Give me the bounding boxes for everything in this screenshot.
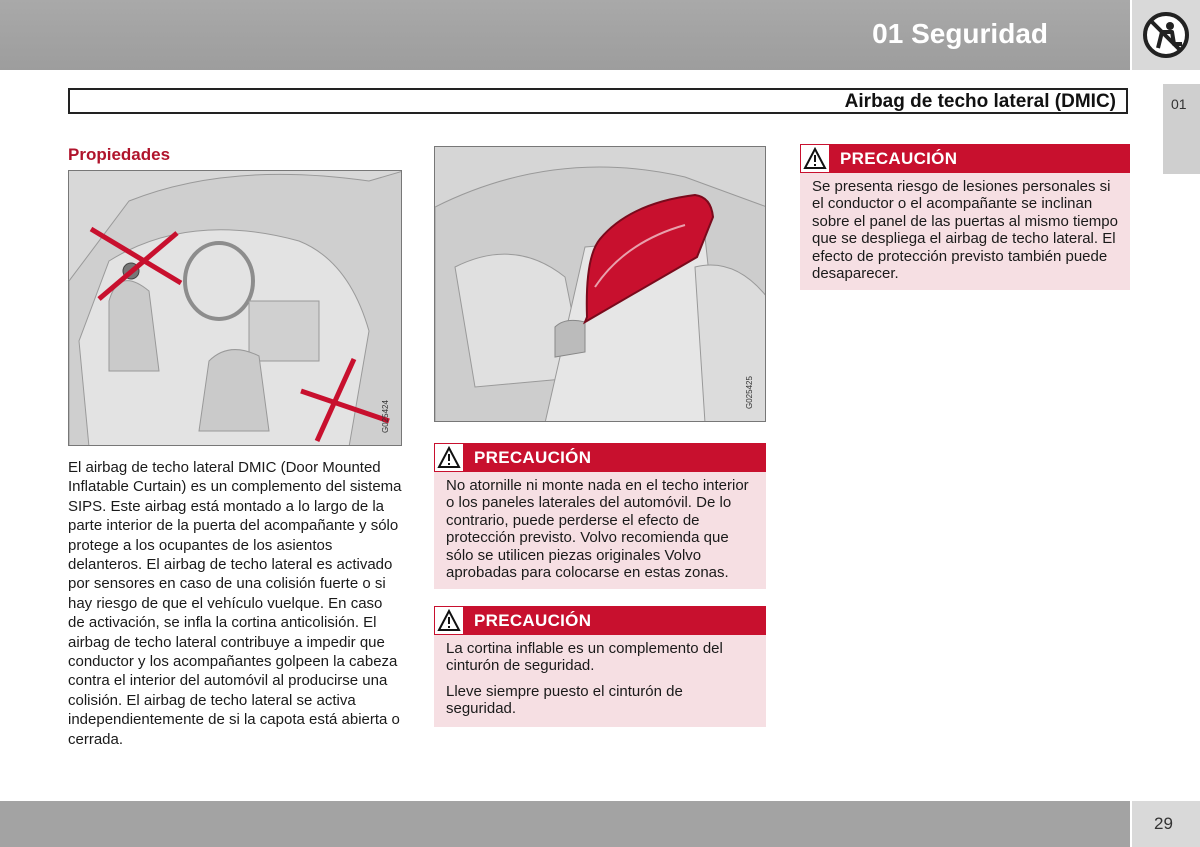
warning-header	[434, 443, 766, 472]
section-title: Airbag de techo lateral (DMIC)	[844, 91, 1116, 112]
warning-header	[800, 144, 1130, 173]
figure-car-interior	[68, 170, 402, 446]
curtain-airbag-illustration	[435, 147, 766, 422]
warning-box	[434, 443, 766, 589]
section-title-frame	[68, 88, 1128, 114]
car-interior-illustration	[69, 171, 402, 446]
warning-text: No atornille ni monte nada en el techo interior o los paneles laterales del automóvil. De lo contrario, puede perderse el efecto de protección previsto. Volvo recomienda que sólo se utilicen piezas originales Volvo aprobadas para colocarse en estas zonas.	[446, 477, 749, 582]
chapter-side-tab[interactable]	[1163, 84, 1200, 174]
chapter-title: 01 Seguridad	[872, 18, 1048, 49]
figure-code: G025424	[381, 400, 390, 433]
figure-code: G025425	[745, 376, 754, 409]
page-number: 29	[1154, 814, 1173, 833]
figure-curtain-airbag	[434, 146, 766, 422]
warning-header	[434, 606, 766, 635]
warning-box	[800, 144, 1130, 290]
subheading: Propiedades	[68, 145, 171, 164]
header-bar	[0, 0, 1130, 70]
body-text: El airbag de techo lateral DMIC (Door Mounted Inflatable Curtain) es un complemento del sistema SIPS. Este airbag está montado a lo largo de la parte interior de la puerta del acompañante y sólo protege a los ocupantes de los asientos delanteros. El airbag de techo lateral es activado por sensores en caso de una colisión fuerte o si hay riesgo de que el vehículo vuelque. En caso de activación, se infla la cortina anticolisión. El airbag de techo lateral contribuye a impedir que conductor y los acompañantes golpeen la cabeza contra el interior del automóvil al producirse una colisión. El airbag de techo lateral se activa independientemente de si la capota está abierta o cerrada.	[68, 459, 402, 748]
warning-triangle-icon	[434, 443, 464, 472]
warning-body	[800, 173, 1130, 290]
warning-text: Se presenta riesgo de lesiones personales si el conductor o el acompañante se inclinan sobre el panel de las puertas al mismo tiempo que se despliega el airbag de techo lateral. El efecto de protección previsto también puede desaparecer.	[812, 178, 1118, 283]
seatbelt-warning-icon	[1132, 0, 1200, 70]
header-icon-box	[1132, 0, 1200, 70]
footer-bar	[0, 801, 1130, 847]
warning-text: Lleve siempre puesto el cinturón de seguridad.	[446, 682, 683, 718]
warning-body	[434, 635, 766, 726]
warning-label: PRECAUCIÓN	[840, 149, 958, 168]
side-tab-label: 01	[1171, 96, 1187, 112]
warning-label: PRECAUCIÓN	[474, 611, 592, 630]
warning-label: PRECAUCIÓN	[474, 448, 592, 467]
warning-body	[434, 472, 766, 589]
warning-triangle-icon	[434, 606, 464, 635]
warning-box	[434, 606, 766, 727]
footer-page-box	[1132, 801, 1200, 847]
warning-triangle-icon	[800, 144, 830, 173]
warning-text: La cortina inflable es un complemento del cinturón de seguridad.	[446, 640, 723, 675]
